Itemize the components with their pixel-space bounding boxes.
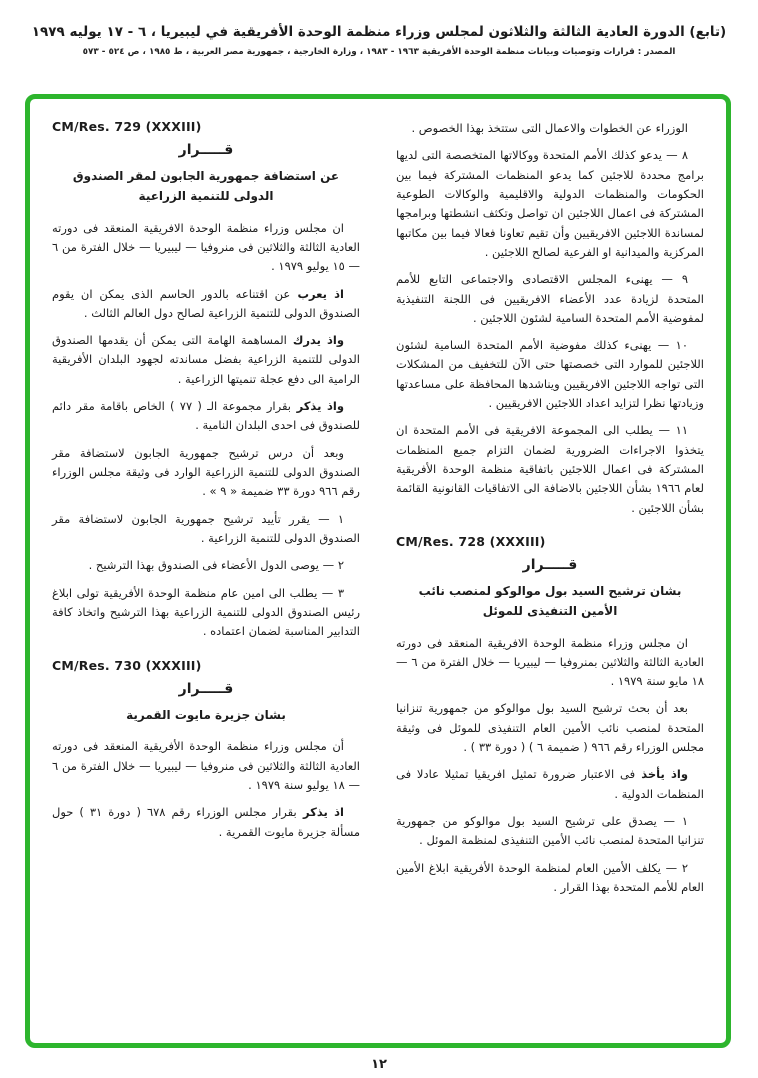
resolution-ref: CM/Res. 730 (XXXIII) <box>52 657 202 673</box>
resolution-subtitle: عن استضافة جمهورية الجابون لمقر الصندوق الدولى للتنمية الزراعية <box>72 169 340 203</box>
paragraph: ١١ — يطلب الى المجموعة الافريقية فى الأمم المتحدة ان يتخذوا الاجراءات الضرورية لضمان التزام جميع المنظمات المشتركة فى اعمال اللاجئين باتفاقية منظمة الوحدة الأفريقية لعام ١٩٦٦ بشأن اللاجئين بالاضافة الى الاتفاقيات القانونية القائمة بشأن اللاجئين . <box>396 423 704 515</box>
paragraph: واذ يأخذ فى الاعتبار ضرورة تمثيل افريقيا تمثيلا عادلا فى المنظمات الدولية . <box>396 767 704 801</box>
paragraph: ٣ — يطلب الى امين عام منظمة الوحدة الأفريقية تولى ابلاغ رئيس الصندوق الدولى للتنمية الزراعية بهذا الترشيح واتخاذ كافة التدابير المناسبة لضمان اعتماده . <box>52 585 360 639</box>
paragraph: ٢ — يوصى الدول الأعضاء فى الصندوق بهذا الترشيح . <box>88 558 344 573</box>
paragraph-lead: اذ يعرب <box>290 286 345 301</box>
two-column-layout <box>52 119 704 1029</box>
resolution-subtitle: بشان ترشيح السيد بول موالوكو لمنصب نائب الأمين التنفيذى للموئل <box>418 583 682 618</box>
paragraph: ١٠ — يهنىء كذلك مفوضية الأمم المتحدة السامية لشئون اللاجئين للموارد التى خصصتها حتى الآن للتخفيف من المشكلات التى تواجه اللاجئين الافريقيين ويناشدها المحافظة على مساعدتها وزيادتها نظرا لتزايد اعداد اللاجئين الافريقيين . <box>396 338 704 411</box>
paragraph: وبعد أن درس ترشيح جمهورية الجابون لاستضافة مقر الصندوق الدولى للتنمية الزراعية الوارد فى وثيقة مجلس الوزراء رقم ٩٦٦ دورة ٣٣ ضميمة « ٩ » . <box>52 445 360 499</box>
resolution-subtitle: بشان جزيرة مايوت القمرية <box>126 707 286 722</box>
resolution-title: قـــــرار <box>178 142 234 158</box>
paragraph: اذ يذكر بقرار مجلس الوزراء رقم ٦٧٨ ( دورة ٣١ ) حول مسألة جزيرة مايوت القمرية . <box>52 805 360 839</box>
session-title: (تابع) الدورة العادية الثالثة والثلاثون لمجلس وزراء منظمة الوحدة الأفريقية في ليبيريا ، ٦ - ١٧ يوليه ١٩٧٩ <box>31 24 727 40</box>
paragraph-lead: واذ يذكر <box>291 399 344 414</box>
paragraph: الوزراء عن الخطوات والاعمال التى ستتخذ بهذا الخصوص . <box>411 121 688 135</box>
paragraph: بعد أن بحث ترشيح السيد بول موالوكو من جمهورية تنزانيا المتحدة لمنصب نائب الأمين العام التنفيذى للموئل فى وثيقة مجلس الوزراء رقم ٩٦٦ ( ضميمة ٦ ) ( دورة ٣٣ ) . <box>396 701 704 755</box>
paragraph: ٨ — يدعو كذلك الأمم المتحدة ووكالاتها المتخصصة التى لديها برامج محددة للاجئين كما يدعو المنظمات المشتركة فيما بين الحكومات والمنظمات الدولية والاقليمية والوكالات الطوعية المشتركة فى اعمال اللاجئين ان تواصل وتكثف انشطتها وبرامجها لمساندة اللاجئين الافريقيين وأن تقيم تعاونا فعالا فيما بين مكاتبها المركزية والميدانية او الفرعية لصالح اللاجئين . <box>396 148 704 259</box>
paragraph: ٢ — يكلف الأمين العام لمنظمة الوحدة الأفريقية ابلاغ الأمين العام للأمم المتحدة بهذا القرار . <box>396 860 704 894</box>
column-left <box>52 119 360 1029</box>
paragraph: ان مجلس وزراء منظمة الوحدة الافريقية المنعقد فى دورته العادية الثالثة والثلاثين فى منروفيا — ليبيريا — خلال الفترة من ٦ — ١٥ يوليو ١٩٧٩ . <box>52 220 360 274</box>
paragraph: ١ — يصدق على ترشيح السيد بول موالوكو من جمهورية تنزانيا المتحدة لمنصب نائب الأمين التنفيذى لمنظمة الموئل . <box>396 814 704 848</box>
resolution-ref: CM/Res. 729 (XXXIII) <box>52 119 202 134</box>
resolution-title: قـــــرار <box>522 556 578 573</box>
paragraph: ٩ — يهنىء المجلس الاقتصادى والاجتماعى التابع للأمم المتحدة لزيادة عدد الأعضاء الافريقيين فى اللجنة التنفيذية لمفوضية الأمم المتحدة السامية لشئون اللاجئين . <box>396 272 704 325</box>
resolution-ref: CM/Res. 728 (XXXIII) <box>396 533 546 549</box>
source-line: المصدر : قرارات وتوصيات وبيانات منظمة الوحدة الأفريقية ١٩٦٣ - ١٩٨٣ ، وزارة الخارجية ، جمهورية مصر العربية ، ط ١٩٨٥ ، ص ٥٢٤ - ٥٧٣ <box>82 47 676 57</box>
paragraph: ١ — يقرر تأييد ترشيح جمهورية الجابون لاستضافة مقر الصندوق الدولى للتنمية الزراعية . <box>52 511 360 545</box>
column-right <box>396 119 704 1029</box>
resolution-title: قـــــرار <box>178 680 234 697</box>
paragraph: واذ يذكر بقرار مجموعة الـ ( ٧٧ ) الخاص باقامة مقر دائم للصندوق فى احدى البلدان النامية . <box>52 399 360 433</box>
paragraph: واذ يدرك المساهمة الهامة التى يمكن أن يقدمها الصندوق الدولى للتنمية الزراعية بفضل مساندته لجهود البلدان الأفريقية الرامية الى دفع عجلة تنميتها الزراعية . <box>52 333 360 386</box>
paragraph-lead: واذ يأخذ <box>635 767 688 782</box>
paragraph-lead: واذ يدرك <box>286 333 344 348</box>
page-header <box>0 0 758 57</box>
paragraph-lead: اذ يذكر <box>296 805 344 820</box>
page-number: ١٢ <box>371 1057 387 1072</box>
paragraph: اذ يعرب عن اقتناعه بالدور الحاسم الذى يمكن ان يقوم الصندوق الدولى للتنمية الزراعية لصالح دول العالم الثالث . <box>52 286 360 320</box>
paragraph: ان مجلس وزراء منظمة الوحدة الافريقية المنعقد فى دورته العادية الثالثة والثلاثين بمنروفيا — ليبيريا — خلال الفترة من ٦ — ١٨ مايو سنة ١٩٧٩ . <box>396 635 705 689</box>
content-frame <box>25 94 731 1048</box>
paragraph: أن مجلس وزراء منظمة الوحدة الأفريقية المنعقد فى دورته العادية الثالثة والثلاثين فى منروفيا — ليبيريا — خلال الفترة من ٦ — ١٨ يوليو سنة ١٩٧٩ . <box>52 739 360 792</box>
